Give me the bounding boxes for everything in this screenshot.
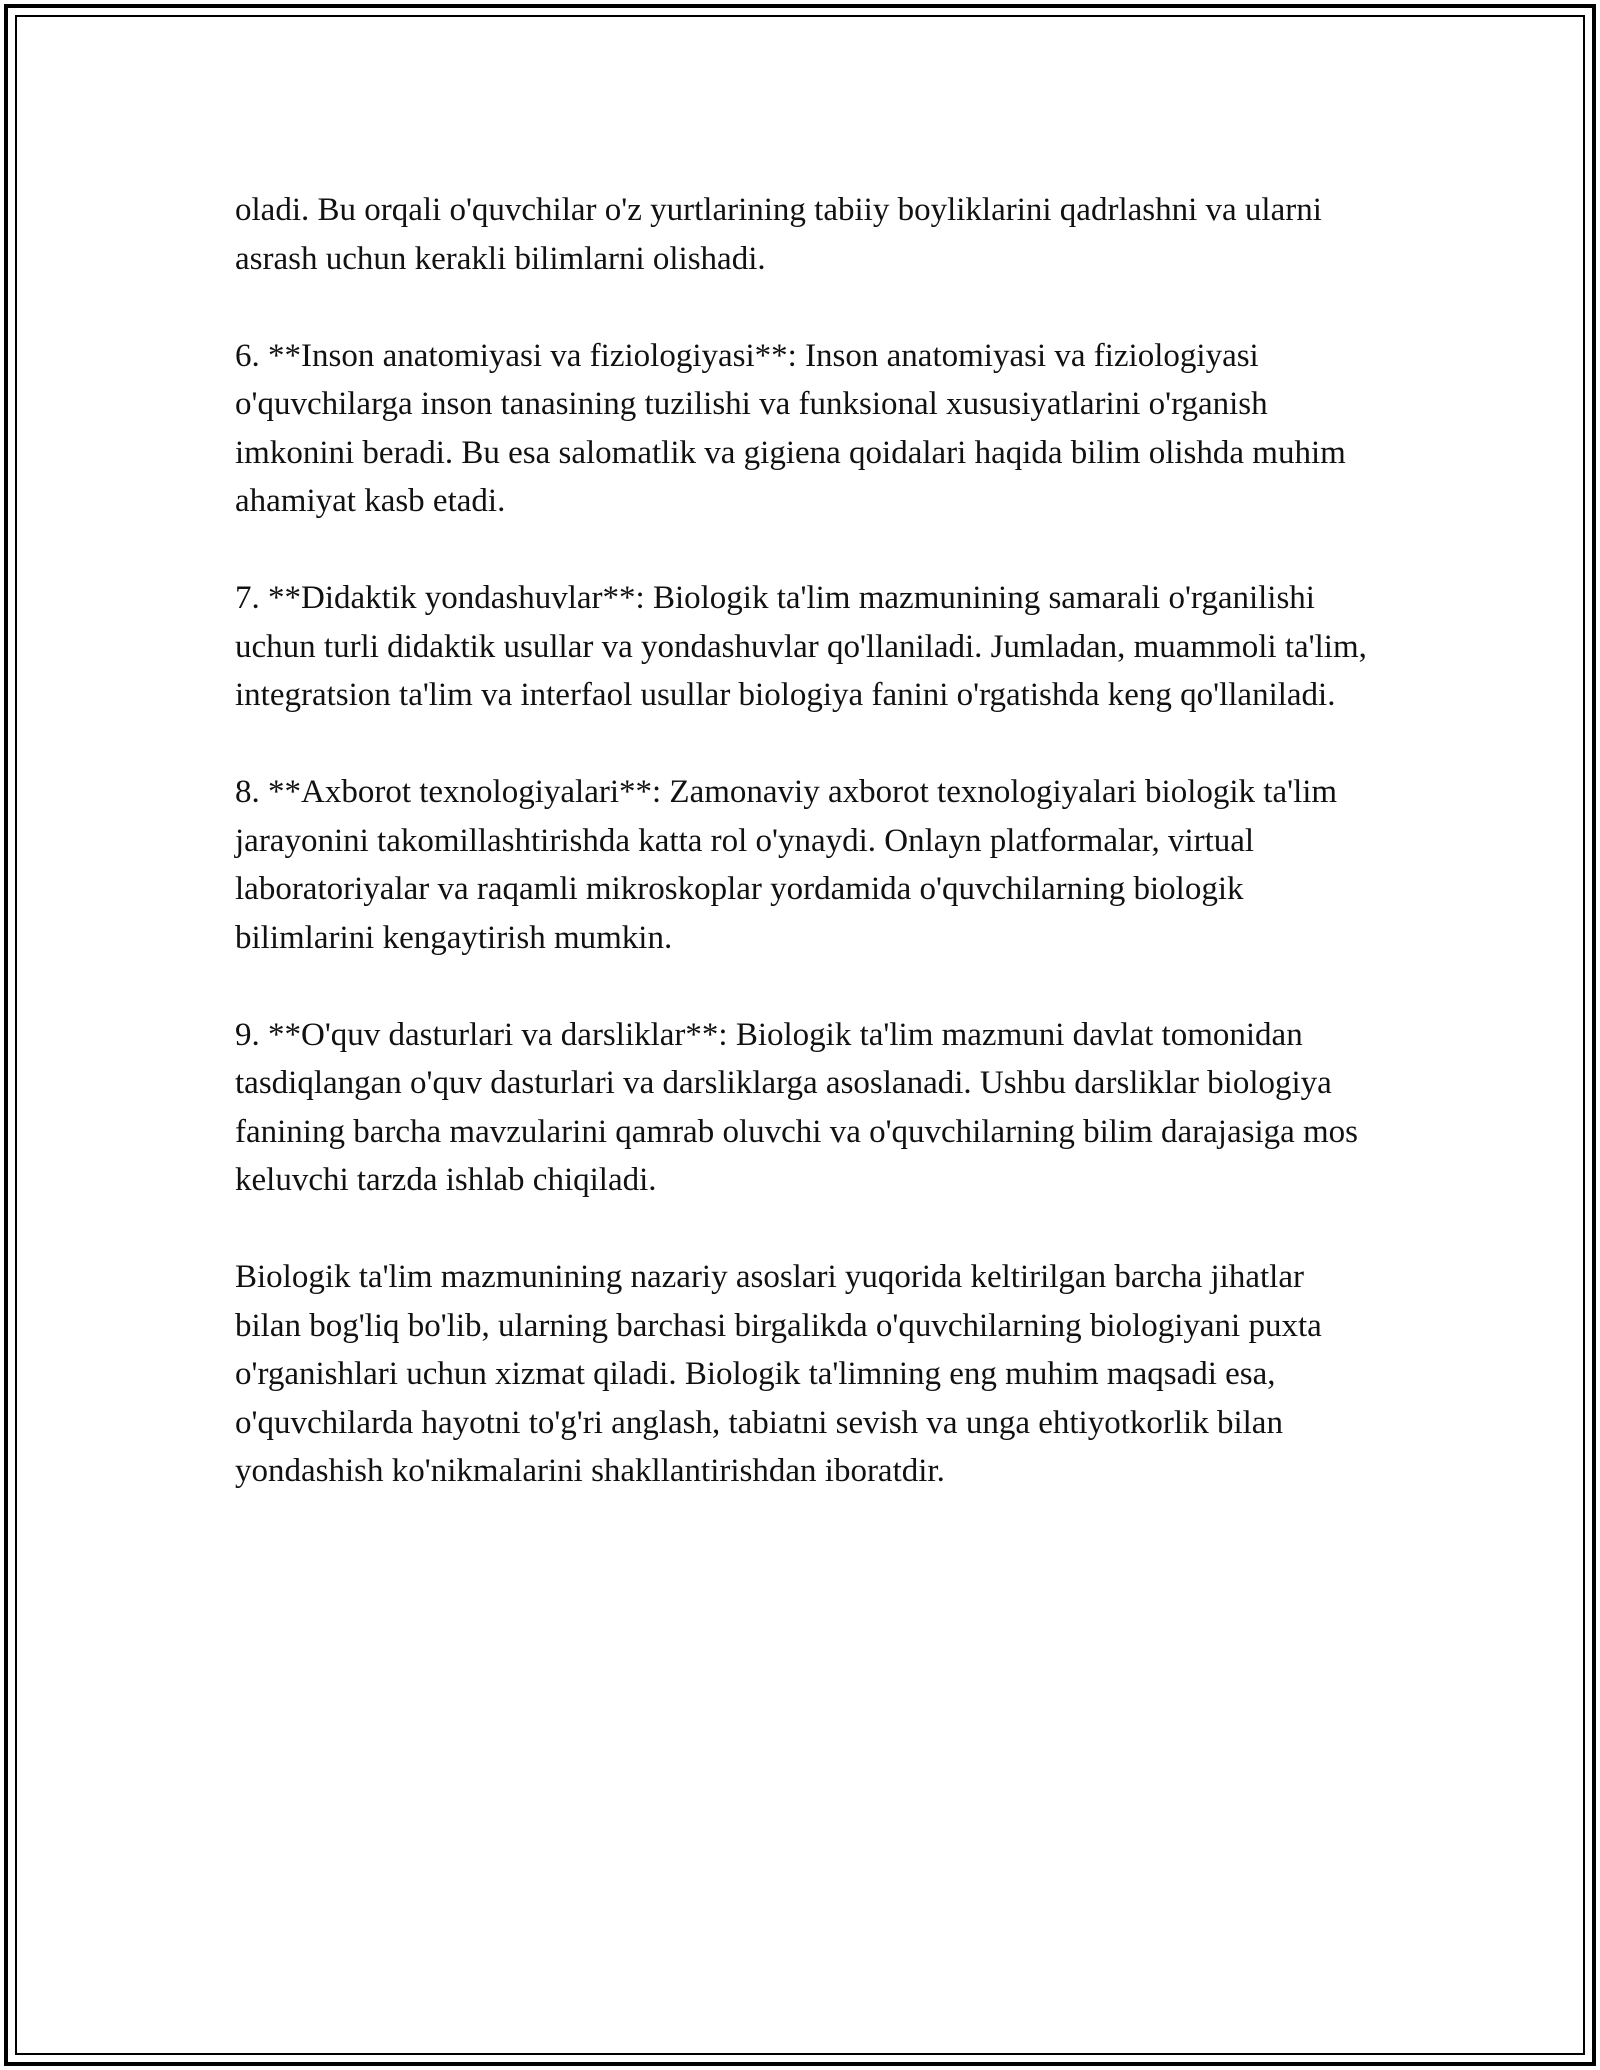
paragraph-conclusion: Biologik ta'lim mazmunining nazariy asoslari yuqorida keltirilgan barcha jihatlar bilan bog'liq bo'lib, ularning barchasi birgalikda o'quvchilarning biologiyani puxta o'rganishlari uchun xizmat qiladi. Biologik ta'limning eng muhim maqsadi esa, o'quvchilarda hayotni to'g'ri anglash, tabiatni sevish va unga ehtiyotkorlik bilan yondashish ko'nikmalarini shakllantirishdan iboratdir. bbox=[235, 1259, 1322, 1489]
paragraph-continuation: oladi. Bu orqali o'quvchilar o'z yurtlarining tabiiy boyliklarini qadrlashni va ularni asrash uchun kerakli bilimlarni olishadi. bbox=[235, 192, 1322, 277]
paragraph-item-8: 8. **Axborot texnologiyalari**: Zamonaviy axborot texnologiyalari biologik ta'lim jarayonini takomillashtirishda katta rol o'ynaydi. Onlayn platformalar, virtual laboratoriyalar va raqamli mikroskoplar yordamida o'quvchilarning biologik bilimlarini kengaytirish mumkin. bbox=[235, 774, 1338, 956]
paragraph-item-6: 6. **Inson anatomiyasi va fiziologiyasi**: Inson anatomiyasi va fiziologiyasi o'quvchilarga inson tanasining tuzilishi va funksional xususiyatlarini o'rganish imkonini beradi. Bu esa salomatlik va gigiena qoidalari haqida bilim olishda muhim ahamiyat kasb etadi. bbox=[235, 337, 1346, 519]
paragraph-item-9: 9. **O'quv dasturlari va darsliklar**: Biologik ta'lim mazmuni davlat tomonidan tasdiqlangan o'quv dasturlari va darsliklarga asoslanadi. Ushbu darsliklar biologiya fanining barcha mavzularini qamrab oluvchi va o'quvchilarning bilim darajasiga mos keluvchi tarzda ishlab chiqiladi. bbox=[235, 1016, 1359, 1198]
paragraph-item-7: 7. **Didaktik yondashuvlar**: Biologik ta'lim mazmunining samarali o'rganilishi uchun turli didaktik usullar va yondashuvlar qo'llaniladi. Jumladan, muammoli ta'lim, integratsion ta'lim va interfaol usullar biologiya fanini o'rgatishda keng qo'llaniladi. bbox=[235, 580, 1367, 713]
document-body bbox=[235, 186, 1375, 1496]
